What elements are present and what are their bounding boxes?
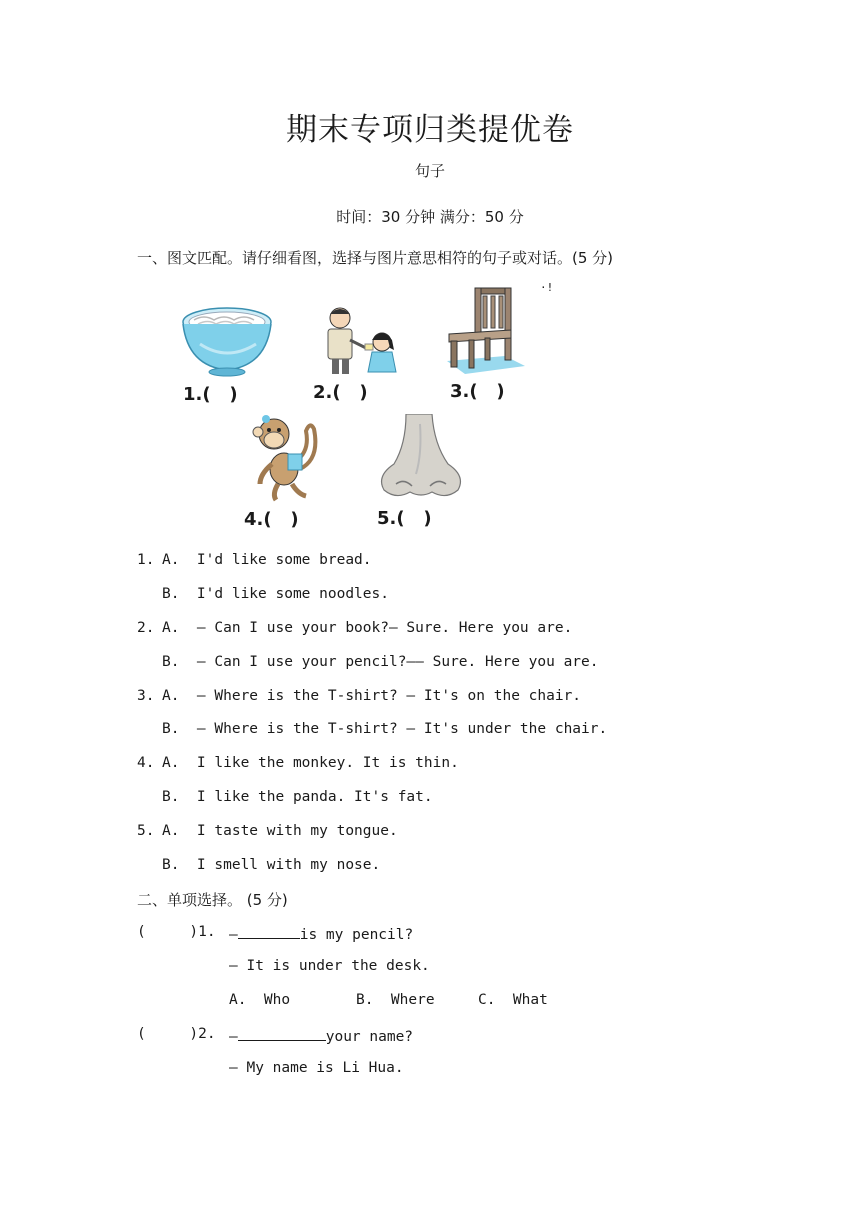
item-2-number: 2.: [137, 620, 155, 636]
item-3-option-b: B. — Where is the T-shirt? — It's under the chair.: [162, 721, 608, 737]
picture-label-2: 2.( ): [313, 382, 368, 403]
item-2-option-a: A. — Can I use your book?— Sure. Here you are.: [162, 620, 573, 636]
question-1-reply: — It is under the desk.: [229, 958, 430, 974]
question-2-after-blank: your name?: [325, 1029, 414, 1045]
item-4-option-b: B. I like the panda. It's fat.: [162, 789, 433, 805]
monkey-icon: [252, 414, 322, 504]
chair-icon: [445, 286, 530, 376]
answer-blank[interactable]: [238, 1026, 326, 1041]
item-1-option-a: A. I'd like some bread.: [162, 552, 372, 568]
section2-heading: 二、单项选择。 (5 分): [137, 891, 288, 909]
item-5-option-b: B. I smell with my nose.: [162, 857, 381, 873]
boy-giving-pencil-icon: [310, 302, 402, 377]
section1-heading: 一、图文匹配。请仔细看图，选择与图片意思相符的句子或对话。(5 分): [137, 249, 614, 267]
exam-meta: 时间：30 分钟 满分：50 分: [336, 208, 524, 226]
item-4-option-a: A. I like the monkey. It is thin.: [162, 755, 459, 771]
question-1-bracket: ( )1.: [137, 924, 216, 940]
item-5-option-a: A. I taste with my tongue.: [162, 823, 398, 839]
question-2-prefix: —: [229, 1029, 238, 1045]
question-2-bracket: ( )2.: [137, 1026, 216, 1042]
question-2-stem: [229, 1026, 413, 1045]
item-3-number: 3.: [137, 688, 155, 704]
item-2-option-b: B. — Can I use your pencil?—— Sure. Here you are.: [162, 654, 599, 670]
question-1-option-c: C. What: [478, 992, 548, 1008]
noodle-bowl-icon: [180, 304, 275, 379]
page-subtitle: 句子: [414, 162, 445, 180]
question-2-reply: — My name is Li Hua.: [229, 1060, 404, 1076]
picture-label-3: 3.( ): [450, 381, 505, 402]
answer-blank[interactable]: [238, 924, 300, 939]
item-1-option-b: B. I'd like some noodles.: [162, 586, 389, 602]
picture-label-1: 1.( ): [183, 384, 238, 405]
picture-label-5: 5.( ): [377, 508, 432, 529]
item-1-number: 1.: [137, 552, 155, 568]
question-1-stem: [229, 924, 413, 943]
page-title: 期末专项归类提优卷: [286, 112, 574, 148]
item-3-option-a: A. — Where is the T-shirt? — It's on the chair.: [162, 688, 582, 704]
item-5-number: 5.: [137, 823, 155, 839]
question-1-after-blank: is my pencil?: [299, 927, 414, 943]
picture-label-4: 4.( ): [244, 509, 299, 530]
item-4-number: 4.: [137, 755, 155, 771]
question-1-option-a: A. Who: [229, 992, 291, 1008]
question-1-prefix: —: [229, 927, 238, 943]
question-1-option-b: B. Where: [356, 992, 435, 1008]
nose-icon: [376, 414, 466, 499]
